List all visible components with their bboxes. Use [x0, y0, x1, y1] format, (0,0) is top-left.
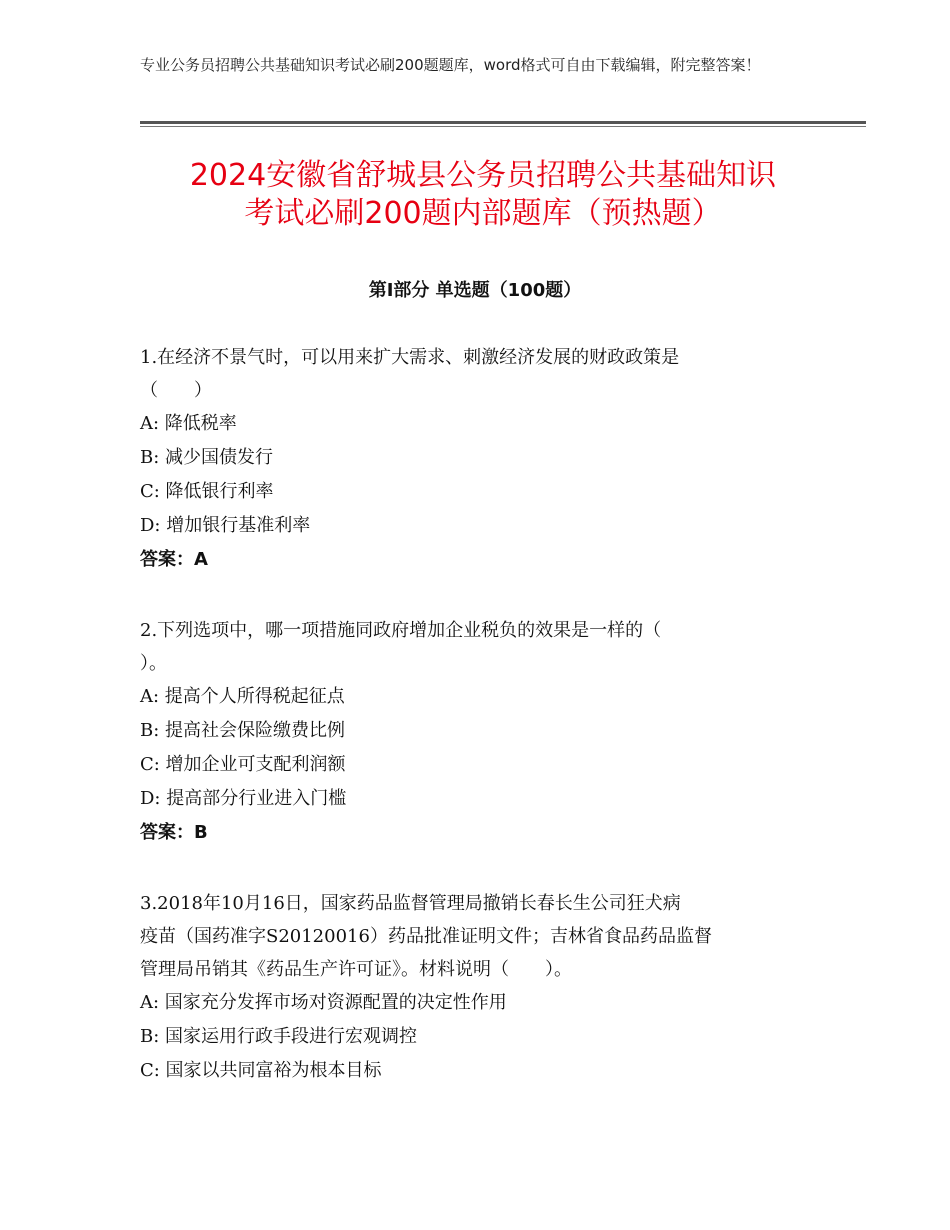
question-2-option-a: A: 提高个人所得税起征点 [140, 686, 345, 707]
question-3 [140, 887, 830, 1088]
question-1-option-d: D: 增加银行基准利率 [140, 515, 311, 536]
section-title: 第Ⅰ部分 单选题（100题） [368, 280, 582, 301]
title-line-1: 2024安徽省舒城县公务员招聘公共基础知识 [189, 158, 777, 193]
question-1 [140, 341, 830, 577]
question-1-answer: 答案：A [140, 549, 208, 570]
question-3-option-c: C: 国家以共同富裕为根本目标 [140, 1060, 382, 1081]
question-3-option-a: A: 国家充分发挥市场对资源配置的决定性作用 [140, 992, 507, 1013]
title-line-2: 考试必刷200题内部题库（预热题） [244, 196, 722, 231]
question-1-stem-line-1: 1.在经济不景气时，可以用来扩大需求、刺激经济发展的财政政策是 [140, 347, 680, 368]
question-3-option-b: B: 国家运用行政手段进行宏观调控 [140, 1026, 418, 1047]
header-note: 专业公务员招聘公共基础知识考试必刷200题题库，word格式可自由下载编辑，附完整答案！ [140, 56, 761, 74]
question-3-stem-line-1: 3.2018年10月16日，国家药品监督管理局撤销长春长生公司狂犬病 [140, 893, 681, 914]
question-1-option-b: B: 减少国债发行 [140, 447, 274, 468]
question-1-option-c: C: 降低银行利率 [140, 481, 274, 502]
question-2-answer: 答案：B [140, 822, 208, 843]
question-2-option-c: C: 增加企业可支配利润额 [140, 754, 346, 775]
question-2-option-d: D: 提高部分行业进入门槛 [140, 788, 347, 809]
question-2-stem-line-1: 2.下列选项中，哪一项措施同政府增加企业税负的效果是一样的（ [140, 620, 662, 641]
question-2-option-b: B: 提高社会保险缴费比例 [140, 720, 346, 741]
question-1-option-a: A: 降低税率 [140, 413, 237, 434]
question-2-stem-line-2: ）。 [140, 653, 167, 674]
header-divider [140, 121, 866, 124]
question-3-stem-line-2: 疫苗（国药准字S20120016）药品批准证明文件；吉林省食品药品监督 [140, 926, 712, 947]
document-title [140, 157, 826, 233]
question-1-stem-line-2: （ ） [140, 380, 212, 401]
question-3-stem-line-3: 管理局吊销其《药品生产许可证》。材料说明（ ）。 [140, 959, 572, 980]
header-divider-thin [140, 126, 866, 127]
question-2 [140, 614, 830, 850]
